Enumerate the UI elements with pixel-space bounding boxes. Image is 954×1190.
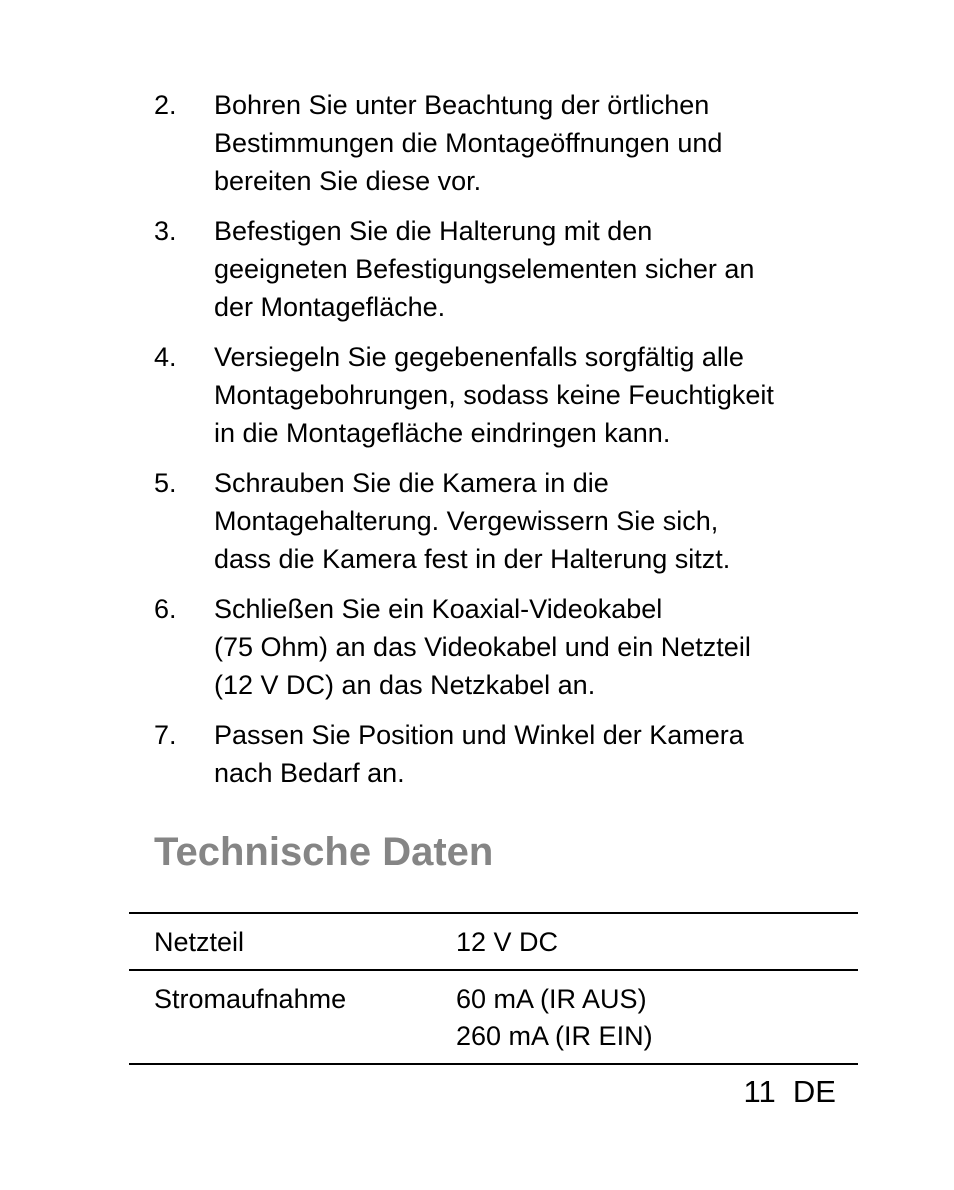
- step-line: Bestimmungen die Montageöffnungen und: [214, 128, 723, 158]
- step-line: in die Montagefläche eindringen kann.: [214, 418, 671, 448]
- step-number: 6.: [154, 594, 177, 624]
- step-text: [214, 590, 854, 704]
- step-line: der Montagefläche.: [214, 292, 446, 322]
- language-code: DE: [792, 1074, 836, 1109]
- step-number: 2.: [154, 90, 177, 120]
- step-line: Montagehalterung. Vergewissern Sie sich,: [214, 506, 719, 536]
- step-line: (12 V DC) an das Netzkabel an.: [214, 670, 596, 700]
- step-item: [154, 86, 854, 200]
- spec-value-line: 60 mA (IR AUS): [456, 984, 647, 1014]
- step-item: [154, 464, 854, 578]
- spec-value: [456, 913, 858, 970]
- table-row: [129, 913, 858, 970]
- step-number: 5.: [154, 468, 177, 498]
- spec-value: [456, 970, 858, 1064]
- step-item: [154, 590, 854, 704]
- step-line: Bohren Sie unter Beachtung der örtlichen: [214, 90, 710, 120]
- spec-label: Stromaufnahme: [154, 984, 347, 1014]
- step-item: [154, 716, 854, 792]
- table-row: [129, 970, 858, 1064]
- spec-value-line: 12 V DC: [456, 927, 559, 957]
- step-text: [214, 338, 854, 452]
- spec-value-line: 260 mA (IR EIN): [456, 1021, 653, 1051]
- step-text: [214, 86, 854, 200]
- step-number: 4.: [154, 342, 177, 372]
- step-item: [154, 338, 854, 452]
- step-item: [154, 212, 854, 326]
- page-footer: [744, 1072, 837, 1112]
- spec-table: [129, 912, 858, 1065]
- section-heading: Technische Daten: [154, 830, 494, 874]
- installation-steps-list: [154, 86, 854, 804]
- step-text: [214, 212, 854, 326]
- step-text: [214, 464, 854, 578]
- step-line: Befestigen Sie die Halterung mit den: [214, 216, 653, 246]
- step-line: bereiten Sie diese vor.: [214, 166, 482, 196]
- step-line: nach Bedarf an.: [214, 758, 405, 788]
- step-line: dass die Kamera fest in der Halterung sitzt.: [214, 544, 731, 574]
- step-line: (75 Ohm) an das Videokabel und ein Netzteil: [214, 632, 751, 662]
- step-text: [214, 716, 854, 792]
- step-line: Passen Sie Position und Winkel der Kamera: [214, 720, 744, 750]
- step-number: 7.: [154, 720, 177, 750]
- page-number: 11: [743, 1074, 776, 1109]
- step-line: Versiegeln Sie gegebenenfalls sorgfältig alle: [214, 342, 744, 372]
- spec-label: Netzteil: [154, 927, 245, 957]
- step-line: Schrauben Sie die Kamera in die: [214, 468, 609, 498]
- step-line: Schließen Sie ein Koaxial-Videokabel: [214, 594, 663, 624]
- step-line: Montagebohrungen, sodass keine Feuchtigkeit: [214, 380, 774, 410]
- step-line: geeigneten Befestigungselementen sicher an: [214, 254, 755, 284]
- step-number: 3.: [154, 216, 177, 246]
